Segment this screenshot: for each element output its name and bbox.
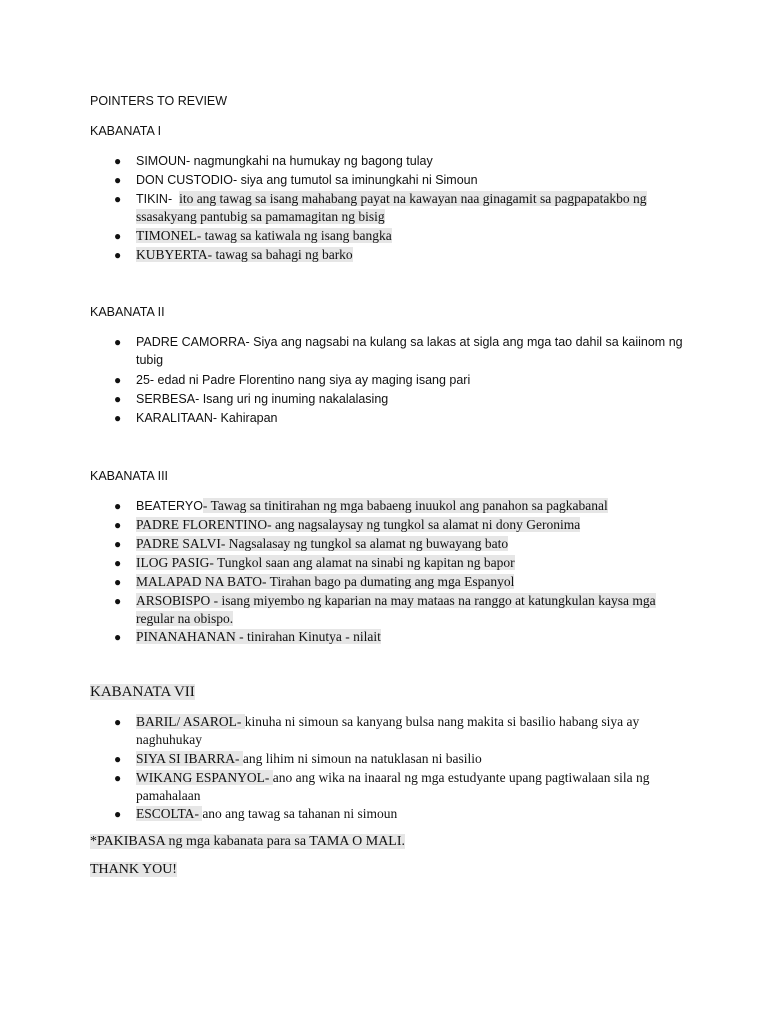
section-heading-1: KABANATA I [90,124,162,138]
page-title: POINTERS TO REVIEW [90,94,228,108]
item-term: SIMOUN [136,154,186,168]
item-text: tawag sa katiwala ng isang bangka [204,228,392,243]
item-term: SIYA SI IBARRA [136,751,236,766]
list-item [114,246,696,264]
item-text: isang miyembo ng kaparian na may mataas na ranggo at katungkulan kaysa mga [221,593,656,608]
item-text: ano ang tawag sa tahanan ni simoun [202,806,398,821]
item-separator: - [262,574,270,589]
item-term: ARSOBISPO [136,593,211,608]
bullet-icon: ● [114,518,122,532]
item-term: KUBYERTA [136,247,208,262]
item-term: MALAPAD NA BATO [136,574,263,589]
review-note [90,834,405,850]
item-separator: - [195,392,203,406]
item-text: tawag sa bahagi ng barko [215,247,353,262]
bullet-icon: ● [114,192,122,206]
item-separator: - [236,714,245,729]
item-text: Siya ang nagsabi na kulang sa lakas at sigla ang mga tao dahil sa kaiinom ng [253,335,683,349]
item-separator: - [210,593,222,608]
list-item [114,713,696,749]
item-text: Tungkol saan ang alamat na sinabi ng kapitan ng bapor [217,555,515,570]
list-item [114,190,696,226]
item-text: ang lihim ni simoun na natuklasan ni basilio [242,751,482,766]
item-text: Tawag sa tinitirahan ng mga babaeng inuukol ang panahon sa pagkabanal [210,498,608,513]
item-text: ang nagsalaysay ng tungkol sa alamat ni dony Geronima [275,517,581,532]
bullet-icon: ● [114,715,122,729]
review-note-text: *PAKIBASA ng mga kabanata para sa TAMA O MALI. [90,834,406,849]
list-item [114,592,696,628]
item-term: PADRE CAMORRA [136,335,246,349]
item-text-continued: regular na obispo. [136,611,234,626]
list-item [114,390,696,408]
section-heading-3: KABANATA III [90,469,169,483]
item-term: WIKANG ESPANYOL [136,770,265,785]
list-item [114,516,696,534]
item-text: ito ang tawag sa isang mahabang payat na kawayan naa ginagamit sa pagpapatakbo ng [179,191,647,206]
bullet-icon: ● [114,771,122,785]
item-separator: - [235,629,247,644]
list-item [114,554,696,572]
list-item [114,409,696,427]
bullet-icon: ● [114,499,122,513]
item-text: edad ni Padre Florentino nang siya ay maging isang pari [157,373,471,387]
item-text: ano ang wika na inaaral ng mga estudyante upang pagtiwalaan sila ng [272,770,650,785]
bullet-icon: ● [114,556,122,570]
item-separator: - [233,173,241,187]
item-separator: - [196,228,205,243]
bullet-icon: ● [114,335,122,349]
item-separator: - [212,411,221,425]
list-item [114,628,696,646]
bullet-icon: ● [114,392,122,406]
list-item [114,805,696,823]
bullet-icon: ● [114,154,122,168]
list-item [114,171,696,189]
list-item [114,152,696,170]
bullet-icon: ● [114,807,122,821]
bullet-icon: ● [114,411,122,425]
item-text-continued: ssasakyang pantubig sa pamamagitan ng bisig [136,209,385,224]
bullet-icon: ● [114,537,122,551]
item-term: BEATERYO [136,499,203,513]
item-term: ILOG PASIG [136,555,210,570]
bullet-icon: ● [114,752,122,766]
item-term: BARIL/ ASAROL [136,714,237,729]
item-separator: - [207,247,216,262]
item-term: PADRE SALVI [136,536,221,551]
item-term: TIMONEL [136,228,197,243]
list-item [114,769,696,805]
closing-text [90,862,177,878]
bullet-icon: ● [114,248,122,262]
item-separator: - [202,498,211,513]
item-text-continued: tubig [136,353,164,367]
item-separator: - [264,770,273,785]
item-text-continued: naghuhukay [136,732,202,747]
item-separator: - [267,517,276,532]
item-text: Kahirapan [220,411,278,425]
section-heading-4 [90,684,195,701]
list-item [114,497,696,515]
item-text: siya ang tumutol sa iminungkahi ni Simoun [240,173,478,187]
item-separator: - [220,536,229,551]
bullet-icon: ● [114,575,122,589]
section-heading-2: KABANATA II [90,305,165,319]
bullet-icon: ● [114,173,122,187]
item-separator: - [245,335,254,349]
list-item [114,333,696,369]
item-text: Isang uri ng inuming nakalalasing [202,392,389,406]
item-term: KARALITAAN [136,411,213,425]
bullet-icon: ● [114,229,122,243]
item-term: 25 [136,373,150,387]
item-term: PADRE FLORENTINO [136,517,268,532]
item-text: nagmungkahi na humukay ng bagong tulay [193,154,433,168]
item-term: SERBESA [136,392,196,406]
item-separator: - [149,373,158,387]
bullet-icon: ● [114,373,122,387]
item-term: PINANAHANAN [136,629,236,644]
item-separator: - [235,751,243,766]
item-text-continued: pamahalaan [136,788,201,803]
item-term: ESCOLTA [136,806,195,821]
list-item [114,573,696,591]
item-term: TIKIN- [136,192,173,206]
item-text: Nagsalasay ng tungkol sa alamat ng buwayang bato [228,536,509,551]
section-heading-text: KABANATA VII [90,684,195,700]
list-item [114,227,696,245]
list-item [114,750,696,768]
item-text: kinuha ni simoun sa kanyang bulsa nang makita si basilio habang siya ay [244,714,640,729]
bullet-icon: ● [114,594,122,608]
item-text: tinirahan Kinutya - nilait [247,629,381,644]
item-text: Tirahan bago pa dumating ang mga Espanyol [269,574,515,589]
item-separator: - [209,555,218,570]
item-separator: - [186,154,194,168]
item-separator: - [194,806,203,821]
bullet-icon: ● [114,630,122,644]
list-item [114,371,696,389]
closing-text-value: THANK YOU! [90,862,177,877]
list-item [114,535,696,553]
item-term: DON CUSTODIO [136,173,233,187]
